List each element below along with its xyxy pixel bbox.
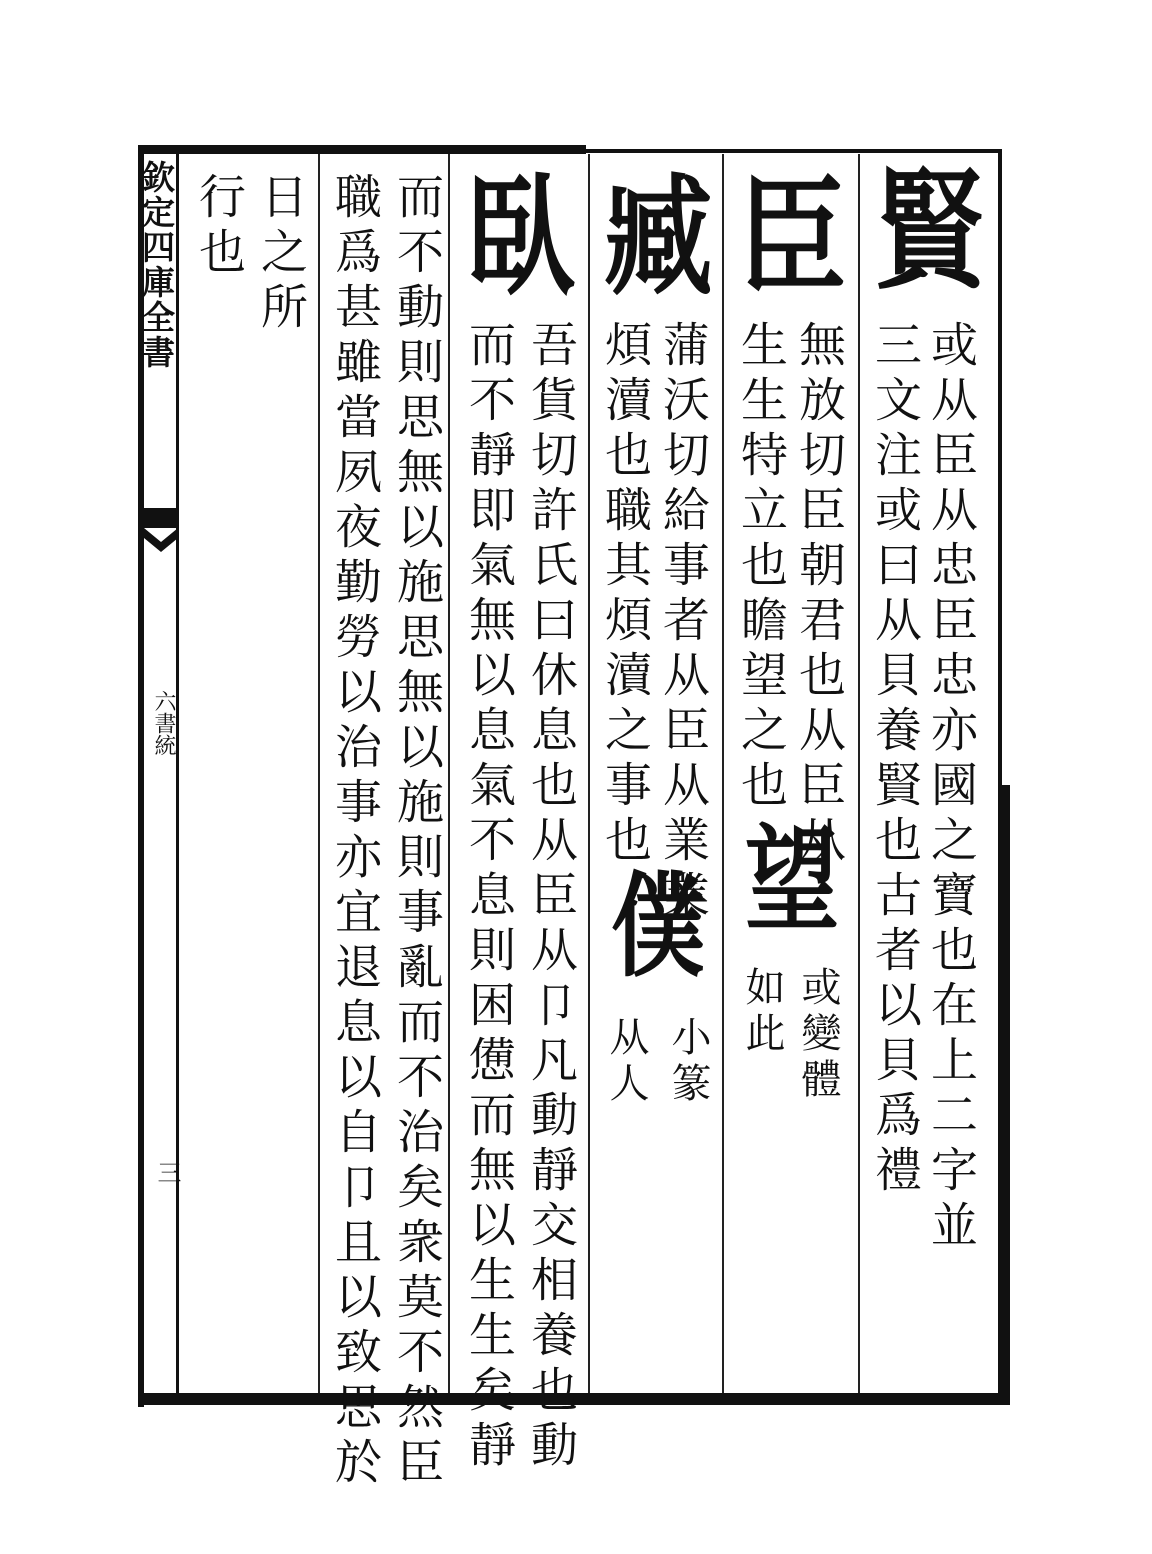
chapter-title: 六書統 bbox=[151, 690, 176, 756]
fishtail-mark-icon bbox=[144, 508, 178, 566]
gloss-line: 蒲沃切給事者从臣从業業 bbox=[655, 320, 710, 925]
column-rule bbox=[448, 154, 450, 1393]
gloss-line: 職爲甚雖當夙夜勤勞以治事亦宜退息以自卩且以致思於 bbox=[327, 172, 382, 1492]
seal-variant-character: 僕 bbox=[610, 861, 705, 993]
seal-variant-character: 望 bbox=[744, 815, 839, 947]
gloss-line: 日之所 bbox=[253, 172, 308, 337]
frame-top-border bbox=[140, 145, 586, 154]
variant-note: 小篆 bbox=[665, 1016, 711, 1108]
gloss-line: 行也 bbox=[191, 172, 246, 282]
gloss-line: 生生特立也瞻望之也 bbox=[733, 320, 788, 815]
gloss-line: 無放切臣朝君也从臣从 bbox=[791, 320, 846, 870]
gloss-line: 吾貨切許氏曰休息也从臣从卩凡動靜交相養也動 bbox=[523, 320, 578, 1475]
gloss-line: 而不動則思無以施思無以施則事亂而不治矣衆莫不然臣 bbox=[389, 172, 444, 1492]
variant-note: 如此 bbox=[739, 966, 785, 1058]
frame-top-border-thin bbox=[586, 149, 998, 153]
column-rule bbox=[858, 154, 860, 1393]
frame-right-border-thick bbox=[998, 785, 1010, 1405]
seal-character: 臣 bbox=[737, 162, 846, 314]
column-rule bbox=[318, 154, 320, 1393]
gloss-line: 三文注或曰从貝養賢也古者以貝爲禮 bbox=[867, 320, 922, 1200]
variant-note: 从人 bbox=[603, 1016, 649, 1108]
gloss-line: 煩瀆也職其煩瀆之事也 bbox=[597, 320, 652, 870]
page-number: 三 bbox=[153, 1160, 181, 1184]
seal-character: 賢 bbox=[875, 156, 984, 308]
gloss-line: 或从臣从忠臣忠亦國之寶也在上二字並 bbox=[923, 320, 978, 1255]
seal-character: 臥 bbox=[466, 162, 575, 314]
gloss-line: 而不靜即氣無以息氣不息則困憊而無以生生矣靜 bbox=[461, 320, 516, 1475]
variant-note: 或變體 bbox=[795, 966, 841, 1104]
column-rule bbox=[722, 154, 724, 1393]
column-rule bbox=[588, 154, 590, 1393]
seal-character: 臧 bbox=[603, 162, 712, 314]
book-title: 欽定四庫全書 bbox=[137, 160, 176, 370]
